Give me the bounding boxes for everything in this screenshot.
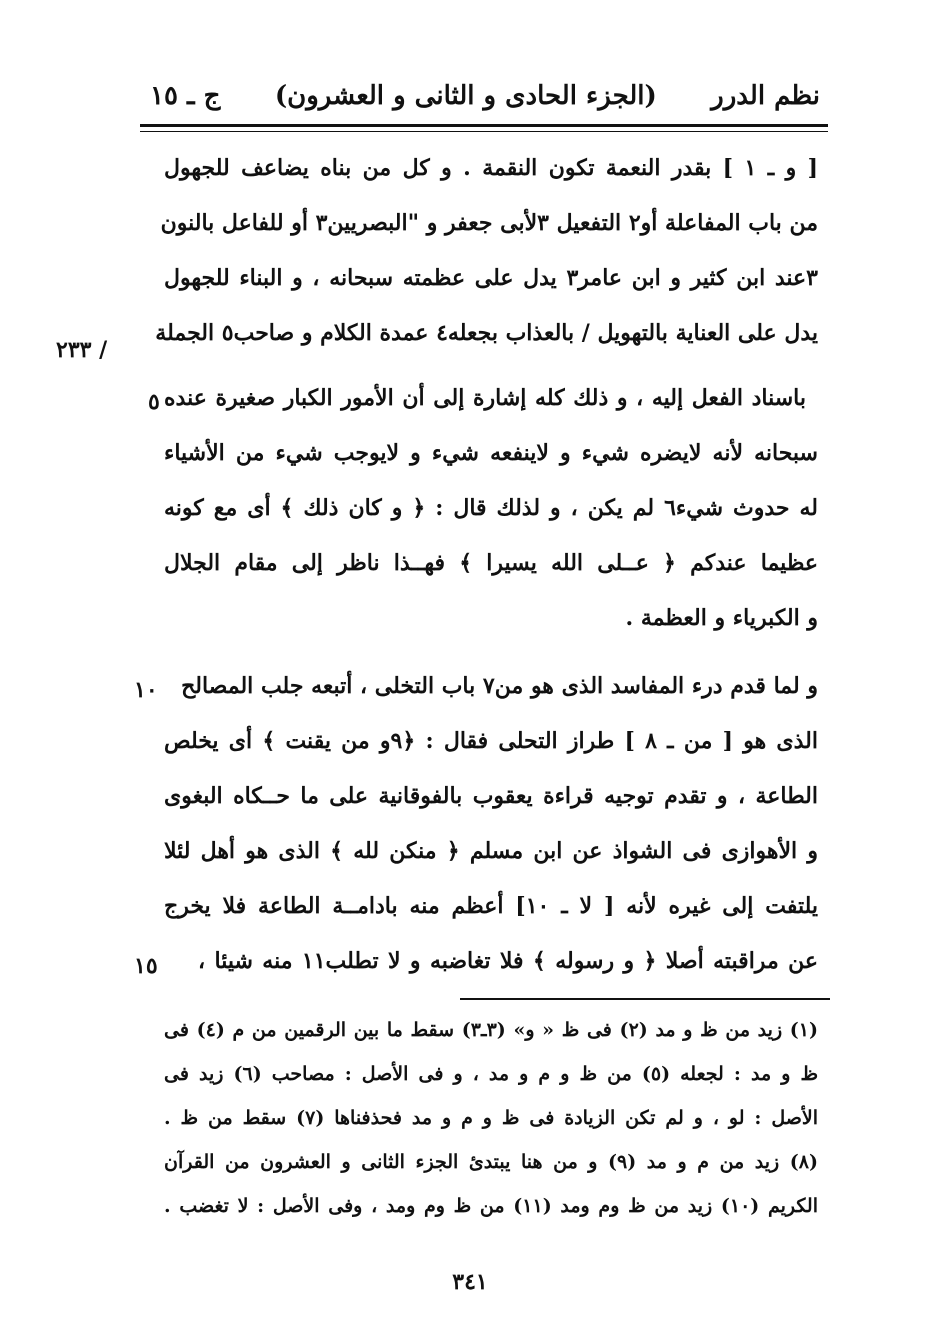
part-title: (الجزء الحادى و الثانى و العشرون) [274,81,657,111]
footnote-rule [460,998,830,1000]
margin-page-reference: / ٢٣٣ [56,337,108,363]
text-line: الذى هو [ من ـ ٨ ] طراز التحلى فقال : ﴿٩و من يقنت ﴾ أى يخلص [164,728,818,754]
text-line: و لما قدم درء المفاسد الذى هو من٧ باب التخلى ، أتبعه جلب المصالح [181,673,818,699]
footnote-line: ظ و مد : لجعله (٥) من ظ و م و مد ، و فى الأصل : مصاحب (٦) زيد فى [164,1063,819,1085]
text-line: من باب المفاعلة أو٢ التفعيل ٣لأبى جعفر و "البصريين٣ أو للفاعل بالنون [160,210,818,236]
footnote-line: الأصل : لو ، و لم تكن الزيادة فى ظ و م و مد فحذفناها (٧) سقط من ظ . [164,1107,818,1129]
text-line: و الكبرياء و العظمة . [625,605,818,631]
header-rule-thin [140,131,828,132]
line-number-5: ٥ [148,389,160,415]
footnote-line: (٨) زيد من م و مد (٩) و من هنا يبتدئ الجزء الثانى و العشرون من القرآن [164,1151,818,1173]
text-line: الطاعة ، و تقدم توجيه قراءة يعقوب بالفوقانية على ما حــكاه البغوى [164,783,818,809]
line-number-10: ١٠ [134,677,158,703]
text-line: ٣عند ابن كثير و ابن عامر٣ يدل على عظمته سبحانه ، و البناء للجهول [164,265,818,291]
volume-label: ج ـ ١٥ [150,81,221,111]
text-line: [ و ـ ١ ] بقدر النعمة تكون النقمة . و كل من بناه يضاعف للجهول [164,155,818,181]
running-header [150,72,820,120]
page-number: ٣٤١ [452,1269,488,1295]
text-line: عن مراقبته أصلا ﴿ و رسوله ﴾ فلا تغاضبه و لا تطلب١١ منه شيئا ، [198,948,818,974]
text-line: يدل على العناية بالتهويل / بالعذاب بجعله٤ عمدة الكلام و صاحب٥ الجملة [155,320,818,346]
text-line: له حدوث شيء٦ لم يكن ، و لذلك قال : ﴿ و كان ذلك ﴾ أى مع كونه [164,495,818,521]
footnote-line: الكريم (١٠) زيد من ظ وم ومد (١١) من ظ وم ومد ، وفى الأصل : لا تغضب . [164,1195,818,1217]
book-title: نظم الدرر [711,81,820,111]
text-line: و الأهوازى فى الشواذ عن ابن مسلم ﴿ منكن لله ﴾ الذى هو أهل لئلا [164,838,818,864]
text-line: باسناد الفعل إليه ، و ذلك كله إشارة إلى أن الأمور الكبار صغيرة عنده [164,385,806,411]
text-line: عظيما عندكم ﴿ عــلى الله يسيرا ﴾ فهــذا ناظر إلى مقام الجلال [164,550,818,576]
text-line: يلتفت إلى غيره لأنه [ لا ـ ١٠] أعظم منه بادامــة الطاعة فلا يخرج [164,893,819,919]
text-line: سبحانه لأنه لايضره شيء و لاينفعه شيء و لايوجب شيء من الأشياء [164,440,818,466]
footnote-line: (١) زيد من ظ و مد (٢) فى ظ « و» (٣ـ٣) سقط ما بين الرقمين من م (٤) فى [164,1019,819,1041]
header-rule [140,124,828,127]
line-number-15: ١٥ [134,953,158,979]
